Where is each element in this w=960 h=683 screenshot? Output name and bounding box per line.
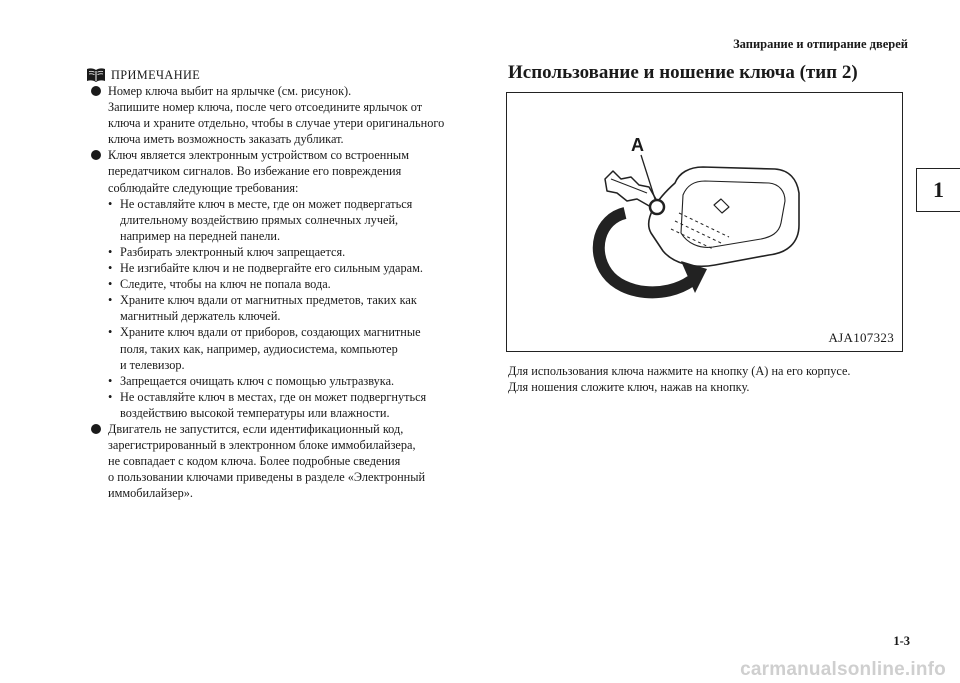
page-header-title: Запирание и отпирание дверей	[733, 37, 908, 51]
figure-code: AJA107323	[828, 330, 894, 345]
bullet-dot-icon	[91, 424, 101, 434]
bullet-line: Ключ является электронным устройством со встроенным	[108, 148, 409, 163]
requirement-line: длительному воздействию прямых солнечных лучей,	[120, 212, 399, 227]
requirement-item	[108, 196, 486, 244]
bullet-line: зарегистрированный в электронном блоке иммобилайзера,	[108, 438, 416, 453]
chapter-tab	[916, 168, 960, 212]
requirement-item	[108, 389, 486, 421]
bullet-line: Номер ключа выбит на ярлычке (см. рисунок).	[108, 84, 352, 98]
release-button-icon	[650, 200, 664, 214]
requirement-item	[108, 373, 486, 389]
list-bullet: •	[108, 389, 113, 404]
requirement-line: Следите, чтобы на ключ не попала вода.	[120, 277, 331, 292]
list-bullet: •	[108, 277, 113, 292]
page-number: 1-3	[893, 634, 910, 648]
requirement-line: Разбирать электронный ключ запрещается.	[120, 244, 346, 259]
requirement-line: Запрещается очищать ключ с помощью ультразвука.	[120, 373, 395, 388]
list-bullet: •	[108, 244, 113, 259]
requirement-line: и телевизор.	[120, 357, 185, 372]
bullet-line: Двигатель не запустится, если идентификационный код,	[108, 421, 404, 436]
caption-line: Для использования ключа нажмите на кнопку (A) на его корпусе.	[508, 364, 851, 378]
requirement-item	[108, 244, 486, 260]
key-illustration	[506, 92, 903, 352]
open-book-icon	[86, 67, 106, 83]
note-header	[86, 67, 486, 83]
list-bullet: •	[108, 261, 113, 276]
list-bullet: •	[108, 325, 113, 340]
watermark: carmanualsonline.info	[740, 659, 946, 680]
bullet-line: не совпадает с кодом ключа. Более подробные сведения	[108, 454, 401, 469]
bullet-line: передатчиком сигналов. Во избежание его повреждения	[108, 164, 402, 179]
requirements-list	[108, 196, 486, 421]
requirement-item	[108, 292, 486, 324]
note-label: ПРИМЕЧАНИЕ	[111, 67, 201, 82]
list-bullet: •	[108, 373, 113, 388]
note-block	[86, 67, 486, 501]
requirement-line: магнитный держатель ключей.	[120, 309, 281, 324]
callout-label-a: A	[631, 135, 644, 155]
requirement-item	[108, 260, 486, 276]
bullet-line: соблюдайте следующие требования:	[108, 180, 299, 195]
requirement-line: например на передней панели.	[120, 228, 281, 243]
key-fob-icon	[649, 167, 799, 266]
requirement-item	[108, 324, 486, 372]
bullet-line: Запишите номер ключа, после чего отсоедините ярлычок от	[108, 100, 423, 115]
section-caption	[508, 363, 908, 395]
note-bullet	[86, 147, 486, 421]
chapter-number: 1	[933, 177, 944, 202]
list-bullet: •	[108, 196, 113, 211]
bullet-dot-icon	[91, 150, 101, 160]
requirement-line: Не оставляйте ключ в местах, где он может подвергнуться	[120, 389, 427, 404]
key-blade-icon	[605, 171, 657, 207]
section-title: Использование и ношение ключа (тип 2)	[508, 62, 858, 83]
folding-key-drawing	[507, 93, 902, 351]
note-bullet	[86, 421, 486, 501]
bullet-line: о пользовании ключами приведены в разделе «Электронный	[108, 470, 426, 485]
bullet-line: ключа иметь возможность заказать дубликат.	[108, 132, 344, 147]
requirement-line: Не оставляйте ключ в месте, где он может подвергаться	[120, 196, 413, 211]
requirement-item	[108, 276, 486, 292]
requirement-line: Храните ключ вдали от магнитных предметов, таких как	[120, 293, 417, 308]
list-bullet: •	[108, 293, 113, 308]
caption-line: Для ношения сложите ключ, нажав на кнопку.	[508, 380, 750, 395]
requirement-line: Не изгибайте ключ и не подвергайте его сильным ударам.	[120, 261, 423, 276]
rotation-arrow-icon	[599, 213, 707, 293]
bullet-line: иммобилайзер».	[108, 486, 193, 501]
requirement-line: Храните ключ вдали от приборов, создающих магнитные	[120, 325, 421, 340]
bullet-dot-icon	[91, 86, 101, 96]
requirement-line: воздействию высокой температуры или влажности.	[120, 405, 390, 420]
requirement-line: поля, таких как, например, аудиосистема, компьютер	[120, 341, 398, 356]
note-bullet	[86, 83, 486, 147]
bullet-line: ключа и храните отдельно, чтобы в случае утери оригинального	[108, 116, 445, 131]
